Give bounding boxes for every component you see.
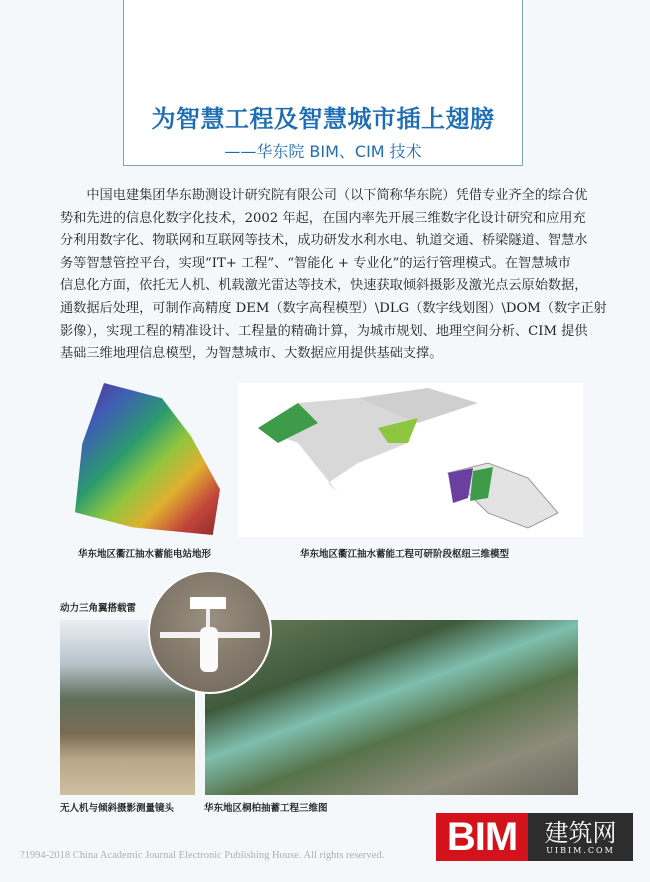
drone-closeup-image	[148, 570, 272, 694]
body-paragraph	[60, 185, 607, 366]
body-line: 中国电建集团华东勘测设计研究院有限公司（以下简称华东院）凭借专业齐全的综合优	[60, 188, 588, 203]
article-title: 为智慧工程及智慧城市插上翅膀	[151, 105, 495, 133]
drone-caption: 无人机与倾斜摄影测量镜头	[60, 803, 175, 814]
3d-model-image	[238, 383, 583, 537]
title-box	[123, 0, 523, 166]
bim-logo	[436, 813, 633, 861]
dem-caption: 华东地区衢江抽水蓄能电站地形	[78, 549, 212, 560]
body-line: 务等智慧管控平台，实现“IT+ 工程”、“智能化 + 专业化”的运行管理模式。在智慧城市	[60, 255, 571, 271]
drone-icon	[150, 572, 270, 692]
body-line: 信息化方面，依托无人机、机载激光雷达等技术，快速获取倾斜摄影及激光点云原始数据，	[60, 278, 588, 294]
logo-bim-text: BIM	[436, 813, 528, 861]
article-subtitle: ——华东院 BIM、CIM 技术	[224, 142, 422, 161]
body-line: 基础三维地理信息模型，为智慧城市、大数据应用提供基础支撑。	[60, 346, 443, 362]
model-caption: 华东地区衢江抽水蓄能工程可研阶段枢纽三维模型	[300, 549, 510, 560]
drone-label: 动力三角翼搭载雷	[60, 603, 137, 614]
body-line: 分利用数字化、物联网和互联网等技术，成功研发水利水电、轨道交通、桥梁隧道、智慧水	[60, 233, 588, 249]
copyright-notice: ?1994-2018 China Academic Journal Electronic Publishing House. All rights reserved.	[20, 850, 385, 861]
logo-cn-text: 建筑网	[544, 818, 617, 847]
body-line: 势和先进的信息化数字化技术，2002 年起，在国内率先开展三维数字化设计研究和应用充	[60, 210, 586, 226]
body-line: 通数据后处理，可制作高精度 DEM（数字高程模型）\DLG（数字线划图）\DOM（数字正射	[60, 300, 607, 316]
logo-en-text: UIBIM.COM	[546, 845, 615, 855]
3d-model-illustration	[238, 383, 583, 537]
project-caption: 华东地区桐柏抽蓄工程三维图	[204, 803, 328, 814]
body-line: 影像），实现工程的精准设计、工程量的精确计算，为城市规划、地理空间分析、CIM 提供	[60, 323, 588, 339]
dem-terrain-image	[75, 383, 220, 535]
